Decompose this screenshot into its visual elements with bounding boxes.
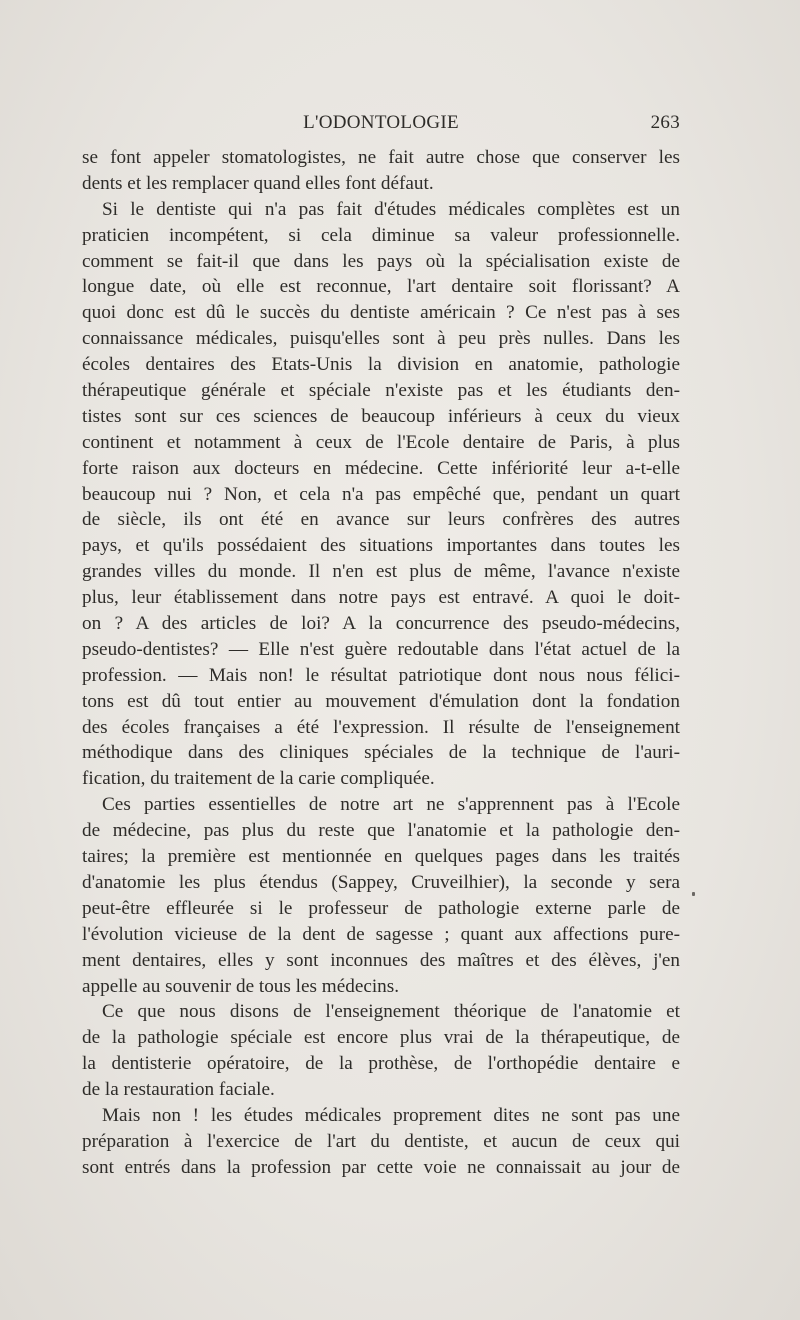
text-line: plus, leur établissement dans notre pays est entravé. A quoi le doit- xyxy=(82,587,680,609)
text-line: thérapeutique générale et spéciale n'existe pas et les étudiants den- xyxy=(82,380,680,402)
text-line: de la pathologie spéciale est encore plus vrai de la thérapeutique, de xyxy=(82,1027,680,1049)
text-line: Si le dentiste qui n'a pas fait d'études médicales complètes est un xyxy=(102,198,680,220)
margin-mark xyxy=(692,892,695,896)
text-line: Ce que nous disons de l'enseignement théorique de l'anatomie et xyxy=(102,1001,680,1023)
text-line: appelle au souvenir de tous les médecins. xyxy=(82,975,400,997)
text-line: peut-être effleurée si le professeur de pathologie externe parle de xyxy=(82,897,680,919)
text-line: écoles dentaires des Etats-Unis la division en anatomie, pathologie xyxy=(82,354,680,376)
text-line: l'évolution vicieuse de la dent de sagesse ; quant aux affections pure- xyxy=(82,923,680,945)
page-number: 263 xyxy=(650,112,680,133)
text-line: de la restauration faciale. xyxy=(82,1079,275,1101)
text-line: pays, et qu'ils possédaient des situations importantes dans toutes les xyxy=(82,535,680,557)
text-line: profession. — Mais non! le résultat patriotique dont nous nous félici- xyxy=(82,664,680,686)
page-header xyxy=(82,112,680,138)
text-line: continent et notamment à ceux de l'Ecole dentaire de Paris, à plus xyxy=(82,431,680,453)
text-line: préparation à l'exercice de l'art du dentiste, et aucun de ceux qui xyxy=(82,1130,680,1152)
text-line: de médecine, pas plus du reste que l'anatomie et la pathologie den- xyxy=(82,820,680,842)
running-title: L'ODONTOLOGIE xyxy=(303,112,459,133)
text-line: Mais non ! les études médicales proprement dites ne sont pas une xyxy=(102,1104,680,1126)
text-line: fication, du traitement de la carie compliquée. xyxy=(82,768,435,790)
text-line: comment se fait-il que dans les pays où la spécialisation existe de xyxy=(82,250,680,272)
text-line: beaucoup nui ? Non, et cela n'a pas empêché que, pendant un quart xyxy=(82,483,680,505)
text-line: dents et les remplacer quand elles font défaut. xyxy=(82,172,434,194)
text-line: des écoles françaises a été l'expression. Il résulte de l'enseignement xyxy=(82,716,680,738)
text-line: longue date, où elle est reconnue, l'art dentaire soit florissant? A xyxy=(82,276,680,298)
text-line: méthodique dans des cliniques spéciales de la technique de l'auri- xyxy=(82,742,680,764)
text-line: tons est dû tout entier au mouvement d'émulation dont la fondation xyxy=(82,690,680,712)
text-line: praticien incompétent, si cela diminue sa valeur professionnelle. xyxy=(82,224,680,246)
text-line: sont entrés dans la profession par cette voie ne connaissait au jour de xyxy=(82,1156,680,1178)
text-line: d'anatomie les plus étendus (Sappey, Cruveilhier), la seconde y sera xyxy=(82,871,680,893)
text-line: quoi donc est dû le succès du dentiste américain ? Ce n'est pas à ses xyxy=(82,302,680,324)
body-text xyxy=(82,145,680,1181)
text-line: de siècle, ils ont été en avance sur leurs confrères des autres xyxy=(82,509,680,531)
text-line: forte raison aux docteurs en médecine. Cette infériorité leur a-t-elle xyxy=(82,457,680,479)
text-line: grandes villes du monde. Il n'en est plus de même, l'avance n'existe xyxy=(82,561,680,583)
text-line: on ? A des articles de loi? A la concurrence des pseudo-médecins, xyxy=(82,613,680,635)
text-line: se font appeler stomatologistes, ne fait autre chose que conserver les xyxy=(82,147,680,168)
text-line: la dentisterie opératoire, de la prothèse, de l'orthopédie dentaire e xyxy=(82,1053,680,1075)
text-line: ment dentaires, elles y sont inconnues des maîtres et des élèves, j'en xyxy=(82,949,680,971)
text-line: connaissance médicales, puisqu'elles sont à peu près nulles. Dans les xyxy=(82,328,680,350)
text-line: pseudo-dentistes? — Elle n'est guère redoutable dans l'état actuel de la xyxy=(82,638,680,660)
text-line: taires; la première est mentionnée en quelques pages dans les traités xyxy=(82,846,680,868)
text-line: Ces parties essentielles de notre art ne s'apprennent pas à l'Ecole xyxy=(102,794,680,816)
text-line: tistes sont sur ces sciences de beaucoup inférieurs à ceux du vieux xyxy=(82,405,680,427)
